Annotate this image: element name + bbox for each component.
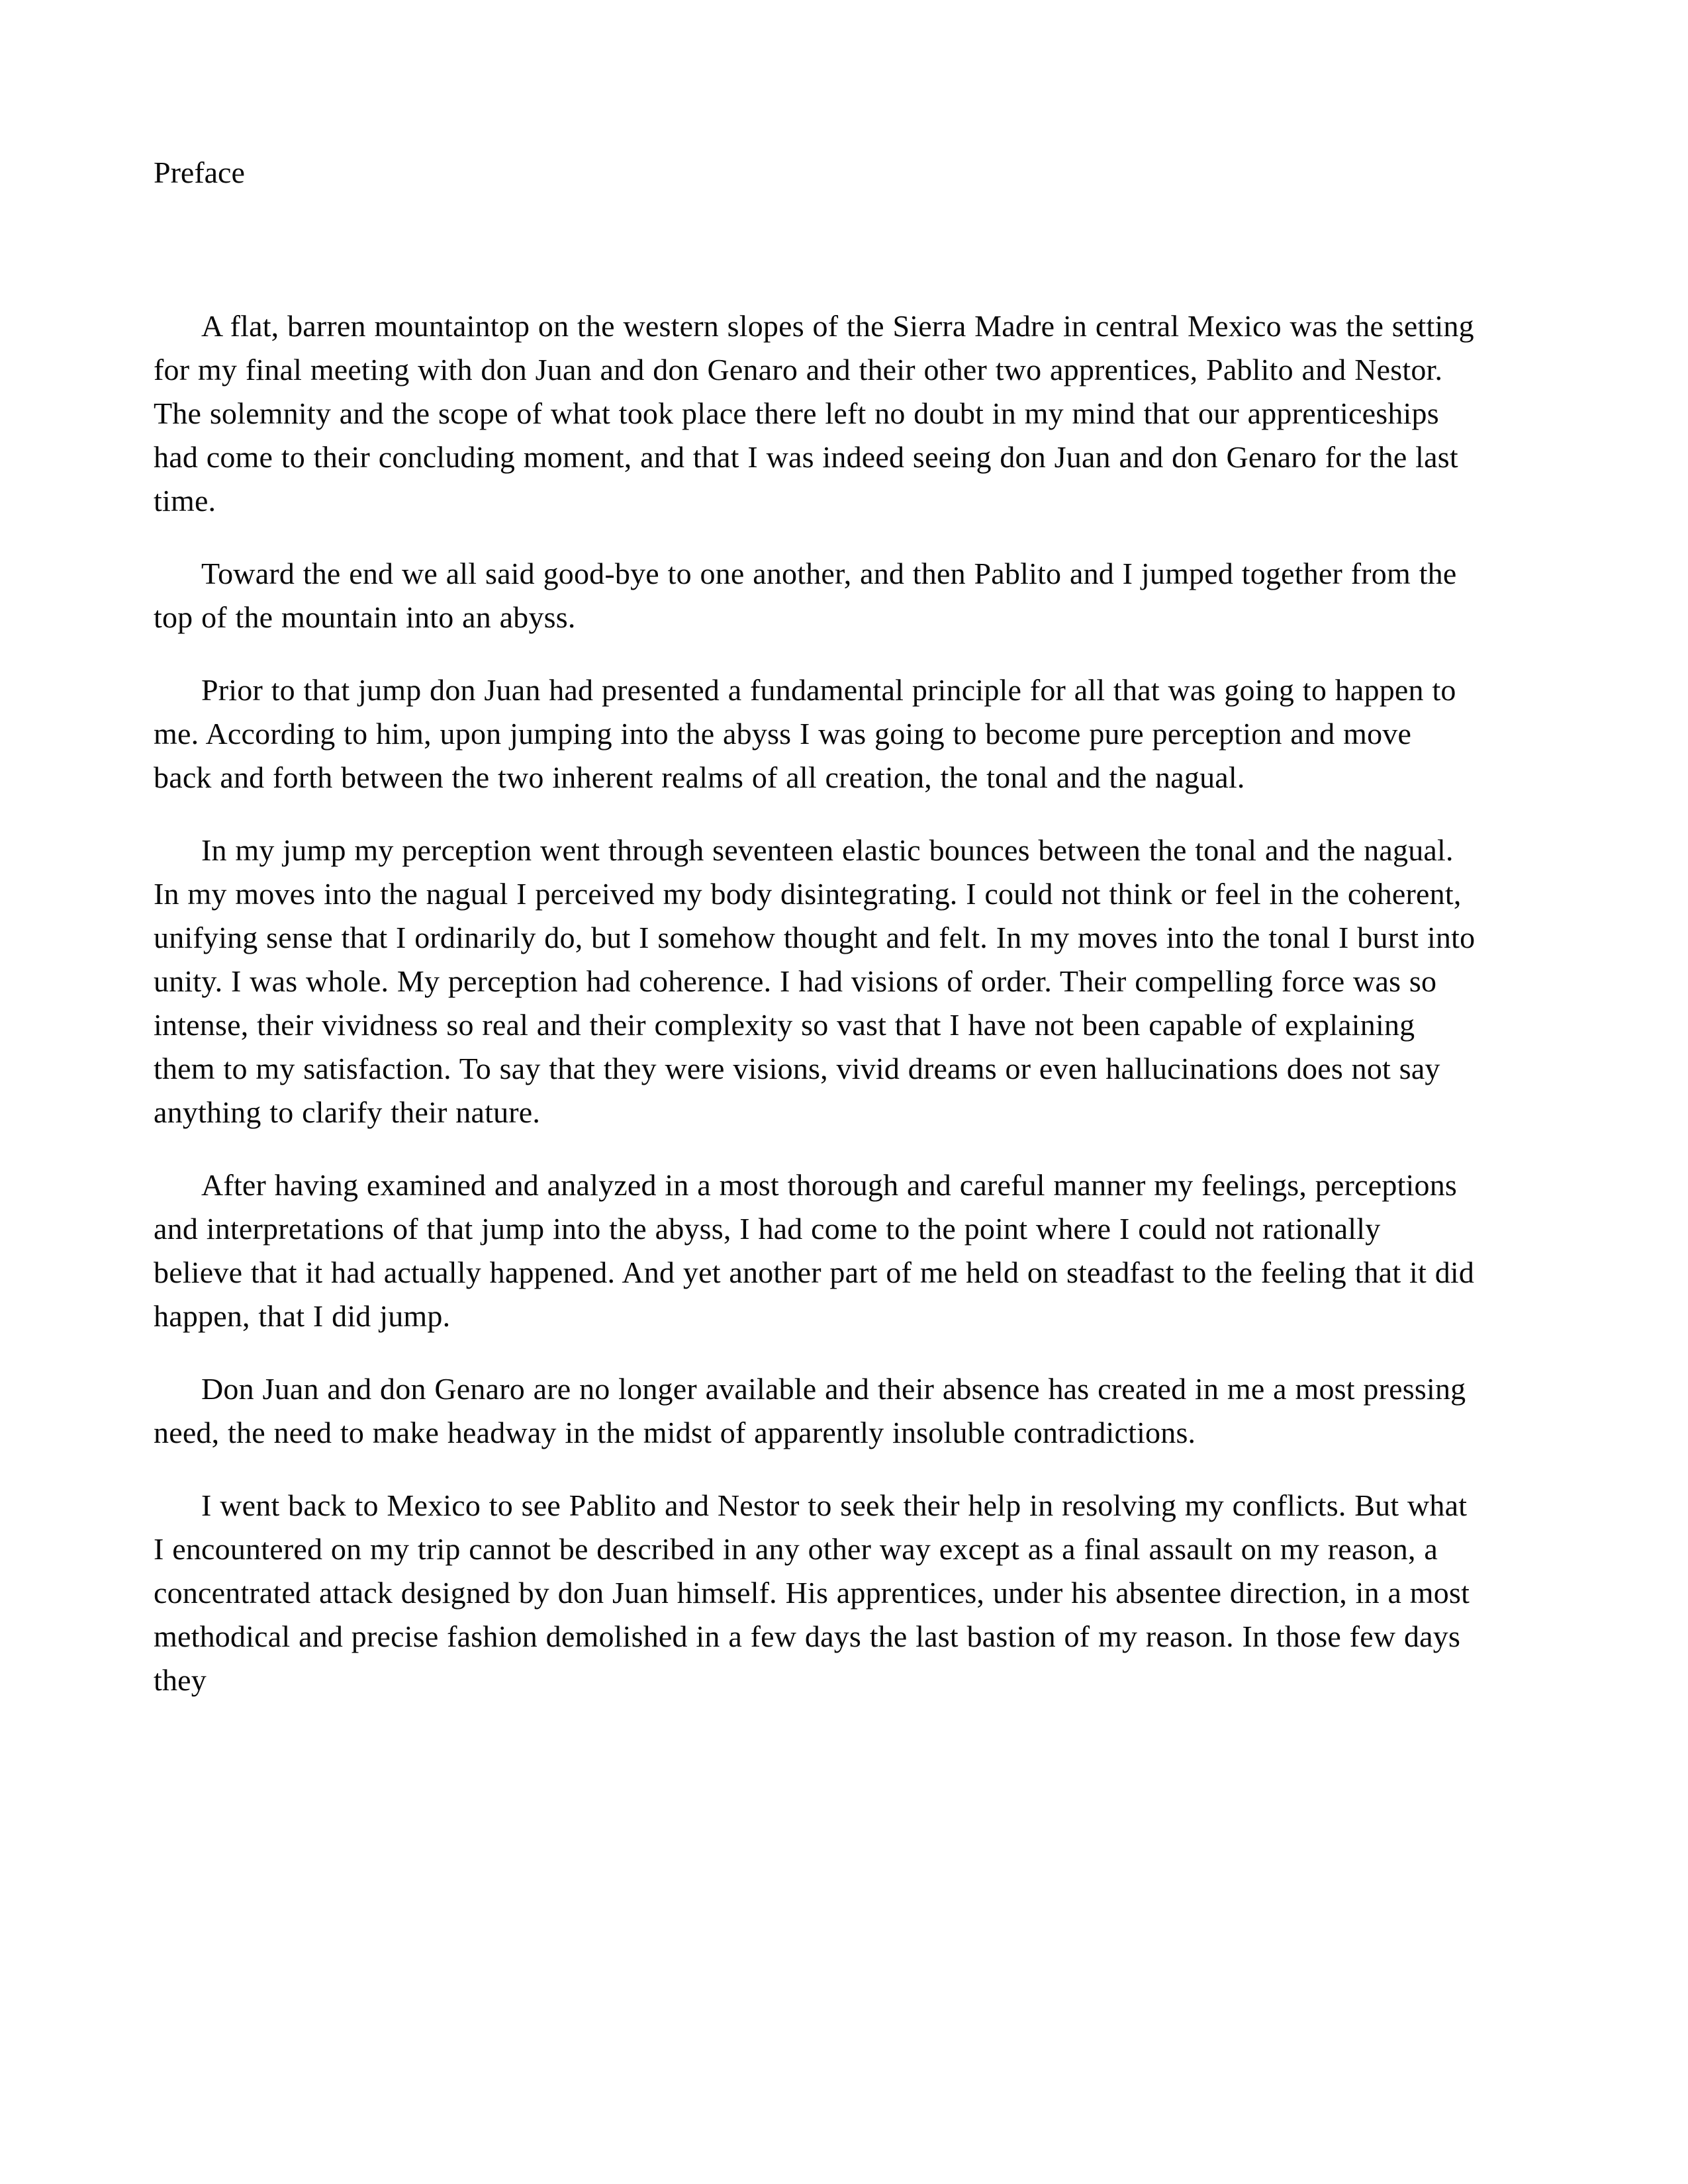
paragraph: Toward the end we all said good-bye to one another, and then Pablito and I jumped together from the top of the mountain into an abyss. <box>154 557 1457 634</box>
paragraph: A flat, barren mountaintop on the western slopes of the Sierra Madre in central Mexico was the setting for my final meeting with don Juan and don Genaro and their other two apprentices, Pablito and Nestor. The solemnity and the scope of what took place there left no doubt in my mind that our apprenticeships had come to their concluding moment, and that I was indeed seeing don Juan and don Genaro for the last time. <box>154 309 1474 518</box>
paragraph: In my jump my perception went through seventeen elastic bounces between the tonal and the nagual. In my moves into the nagual I perceived my body disintegrating. I could not think or feel in the coherent, unifying sense that I ordinarily do, but I somehow thought and felt. In my moves into the tonal I burst into unity. I was whole. My perception had coherence. I had visions of order. Their compelling force was so intense, their vividness so real and their complexity so vast that I have not been capable of explaining them to my satisfaction. To say that they were visions, vivid dreams or even hallucinations does not say anything to clarify their nature. <box>154 833 1476 1129</box>
paragraph: I went back to Mexico to see Pablito and Nestor to seek their help in resolving my conflicts. But what I encountered on my trip cannot be described in any other way except as a final assault on my reason, a concentrated attack designed by don Juan himself. His apprentices, under his absentee direction, in a most methodical and precise fashion demolished in a few days the last bastion of my reason. In those few days they <box>154 1488 1470 1697</box>
paragraph: After having examined and analyzed in a most thorough and careful manner my feelings, perceptions and interpretations of that jump into the abyss, I had come to the point where I could not rationally believe that it had actually happened. And yet another part of me held on steadfast to the feeling that it did happen, that I did jump. <box>154 1168 1475 1333</box>
paragraph: Don Juan and don Genaro are no longer available and their absence has created in me a most pressing need, the need to make headway in the midst of apparently insoluble contradictions. <box>154 1372 1466 1449</box>
page-title: Preface <box>154 156 245 189</box>
document-body <box>154 304 1476 1702</box>
paragraph: Prior to that jump don Juan had presented a fundamental principle for all that was going to happen to me. According to him, upon jumping into the abyss I was going to become pure perception and move back and forth between the two inherent realms of all creation, the tonal and the nagual. <box>154 673 1456 794</box>
